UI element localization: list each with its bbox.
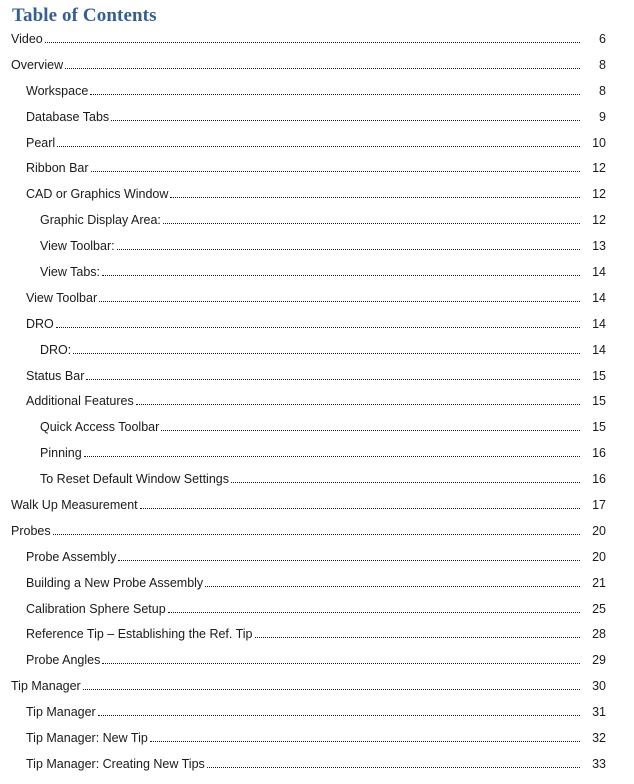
dot-leader bbox=[168, 601, 580, 613]
toc-entry[interactable] bbox=[0, 56, 634, 82]
toc-entry-page-number[interactable]: 33 bbox=[592, 756, 606, 771]
dot-leader bbox=[231, 471, 580, 483]
dot-leader bbox=[90, 83, 580, 95]
toc-entry-label[interactable]: Tip Manager bbox=[26, 705, 96, 720]
toc-entry[interactable] bbox=[0, 185, 634, 211]
toc-entry[interactable] bbox=[0, 574, 634, 600]
dot-leader bbox=[99, 290, 580, 302]
toc-entry[interactable] bbox=[0, 159, 634, 185]
toc-entry[interactable] bbox=[0, 703, 634, 729]
toc-entry-label[interactable]: Probes bbox=[11, 523, 51, 538]
dot-leader bbox=[91, 160, 580, 172]
toc-entry[interactable] bbox=[0, 625, 634, 651]
dot-leader bbox=[140, 497, 580, 509]
dot-leader bbox=[255, 626, 580, 638]
toc-entry[interactable] bbox=[0, 263, 634, 289]
dot-leader bbox=[86, 368, 580, 380]
toc-entry-label[interactable]: Tip Manager bbox=[11, 679, 81, 694]
toc-entry-label[interactable]: Quick Access Toolbar bbox=[40, 420, 160, 435]
toc-entry-label[interactable]: CAD or Graphics Window bbox=[26, 187, 169, 202]
toc-entry-label[interactable]: Calibration Sphere Setup bbox=[26, 601, 166, 616]
toc-entry-page-number[interactable]: 20 bbox=[592, 523, 606, 538]
toc-entry[interactable] bbox=[0, 134, 634, 160]
toc-entry-page-number[interactable]: 8 bbox=[599, 83, 606, 98]
toc-entry-label[interactable]: View Tabs: bbox=[40, 265, 100, 280]
toc-entry-page-number[interactable]: 14 bbox=[592, 342, 606, 357]
dot-leader bbox=[205, 575, 580, 587]
toc-entry-page-number[interactable]: 20 bbox=[592, 549, 606, 564]
dot-leader bbox=[161, 419, 580, 431]
dot-leader bbox=[207, 756, 580, 768]
toc-entry-page-number[interactable]: 12 bbox=[592, 213, 606, 228]
toc-entry-label[interactable]: Walk Up Measurement bbox=[11, 498, 138, 513]
dot-leader bbox=[102, 264, 580, 276]
toc-entry[interactable] bbox=[0, 108, 634, 134]
toc-entry-label[interactable]: Video bbox=[11, 32, 43, 46]
toc-entry-page-number[interactable]: 14 bbox=[592, 316, 606, 331]
toc-entry-label[interactable]: Graphic Display Area: bbox=[40, 213, 161, 228]
dot-leader bbox=[111, 109, 580, 121]
toc-entry-page-number[interactable]: 15 bbox=[592, 368, 606, 383]
toc-entry[interactable] bbox=[0, 600, 634, 626]
toc-entry-page-number[interactable]: 6 bbox=[599, 32, 606, 46]
toc-entry-page-number[interactable]: 30 bbox=[592, 679, 606, 694]
toc-entry[interactable] bbox=[0, 418, 634, 444]
toc-entry-label[interactable]: DRO: bbox=[40, 342, 72, 357]
toc-entry[interactable] bbox=[0, 470, 634, 496]
toc-entry[interactable] bbox=[0, 211, 634, 237]
toc-list bbox=[0, 30, 634, 781]
dot-leader bbox=[118, 549, 580, 561]
toc-entry[interactable] bbox=[0, 30, 634, 56]
dot-leader bbox=[117, 238, 580, 250]
toc-entry-label[interactable]: Status Bar bbox=[26, 368, 85, 383]
toc-entry-page-number[interactable]: 16 bbox=[592, 446, 606, 461]
toc-entry-page-number[interactable]: 16 bbox=[592, 472, 606, 487]
dot-leader bbox=[150, 730, 580, 742]
dot-leader bbox=[56, 316, 580, 328]
toc-entry-page-number[interactable]: 31 bbox=[592, 705, 606, 720]
toc-entry-label[interactable]: View Toolbar: bbox=[40, 239, 115, 254]
dot-leader bbox=[102, 652, 580, 664]
dot-leader bbox=[98, 704, 580, 716]
dot-leader bbox=[84, 445, 580, 457]
toc-entry-label[interactable]: Ribbon Bar bbox=[26, 161, 89, 176]
toc-entry[interactable] bbox=[0, 341, 634, 367]
toc-entry-label[interactable]: Tip Manager: New Tip bbox=[26, 731, 148, 746]
toc-entry-label[interactable]: Pinning bbox=[40, 446, 82, 461]
toc-entry[interactable] bbox=[0, 237, 634, 263]
toc-entry-label[interactable]: Probe Assembly bbox=[26, 549, 117, 564]
toc-entry-page-number[interactable]: 15 bbox=[592, 420, 606, 435]
toc-entry[interactable] bbox=[0, 444, 634, 470]
toc-entry-page-number[interactable]: 13 bbox=[592, 239, 606, 254]
toc-entry-page-number[interactable]: 14 bbox=[592, 290, 606, 305]
toc-entry-page-number[interactable]: 15 bbox=[592, 394, 606, 409]
toc-entry-page-number[interactable]: 29 bbox=[592, 653, 606, 668]
toc-entry-page-number[interactable]: 21 bbox=[592, 575, 606, 590]
toc-entry-label[interactable]: DRO bbox=[26, 316, 54, 331]
toc-entry-label[interactable]: Additional Features bbox=[26, 394, 134, 409]
toc-entry[interactable] bbox=[0, 677, 634, 703]
dot-leader bbox=[73, 342, 580, 354]
toc-entry[interactable] bbox=[0, 729, 634, 755]
dot-leader bbox=[136, 393, 580, 405]
toc-entry-label[interactable]: Reference Tip – Establishing the Ref. Tip bbox=[26, 627, 253, 642]
toc-entry[interactable] bbox=[0, 651, 634, 677]
toc-entry[interactable] bbox=[0, 392, 634, 418]
toc-entry-label[interactable]: View Toolbar bbox=[26, 290, 98, 305]
toc-title: Table of Contents bbox=[12, 5, 157, 26]
dot-leader bbox=[83, 678, 580, 690]
toc-entry-page-number[interactable]: 14 bbox=[592, 265, 606, 280]
toc-entry-page-number[interactable]: 32 bbox=[592, 731, 606, 746]
dot-leader bbox=[170, 186, 580, 198]
toc-entry-page-number[interactable]: 10 bbox=[592, 135, 606, 150]
dot-leader bbox=[57, 135, 580, 147]
toc-entry[interactable] bbox=[0, 755, 634, 781]
toc-entry[interactable] bbox=[0, 496, 634, 522]
toc-entry-label[interactable]: Overview bbox=[11, 57, 64, 72]
toc-entry-page-number[interactable]: 12 bbox=[592, 187, 606, 202]
toc-entry-page-number[interactable]: 28 bbox=[592, 627, 606, 642]
toc-entry-label[interactable]: To Reset Default Window Settings bbox=[40, 472, 229, 487]
toc-entry[interactable] bbox=[0, 315, 634, 341]
toc-entry[interactable] bbox=[0, 548, 634, 574]
toc-entry-label[interactable]: Tip Manager: Creating New Tips bbox=[26, 756, 205, 771]
dot-leader bbox=[163, 212, 580, 224]
toc-entry[interactable] bbox=[0, 367, 634, 393]
toc-entry[interactable] bbox=[0, 522, 634, 548]
toc-entry-page-number[interactable]: 12 bbox=[592, 161, 606, 176]
toc-entry-label[interactable]: Pearl bbox=[26, 135, 56, 150]
dot-leader bbox=[45, 31, 580, 43]
dot-leader bbox=[53, 523, 580, 535]
toc-entry-label[interactable]: Probe Angles bbox=[26, 653, 101, 668]
toc-entry-page-number[interactable]: 8 bbox=[599, 57, 606, 72]
toc-entry-page-number[interactable]: 25 bbox=[592, 601, 606, 616]
toc-entry-label[interactable]: Building a New Probe Assembly bbox=[26, 575, 204, 590]
toc-entry-page-number[interactable]: 9 bbox=[599, 109, 606, 124]
toc-entry[interactable] bbox=[0, 289, 634, 315]
toc-entry[interactable] bbox=[0, 82, 634, 108]
toc-entry-label[interactable]: Workspace bbox=[26, 83, 89, 98]
dot-leader bbox=[65, 57, 580, 69]
toc-entry-label[interactable]: Database Tabs bbox=[26, 109, 110, 124]
toc-entry-page-number[interactable]: 17 bbox=[592, 498, 606, 513]
